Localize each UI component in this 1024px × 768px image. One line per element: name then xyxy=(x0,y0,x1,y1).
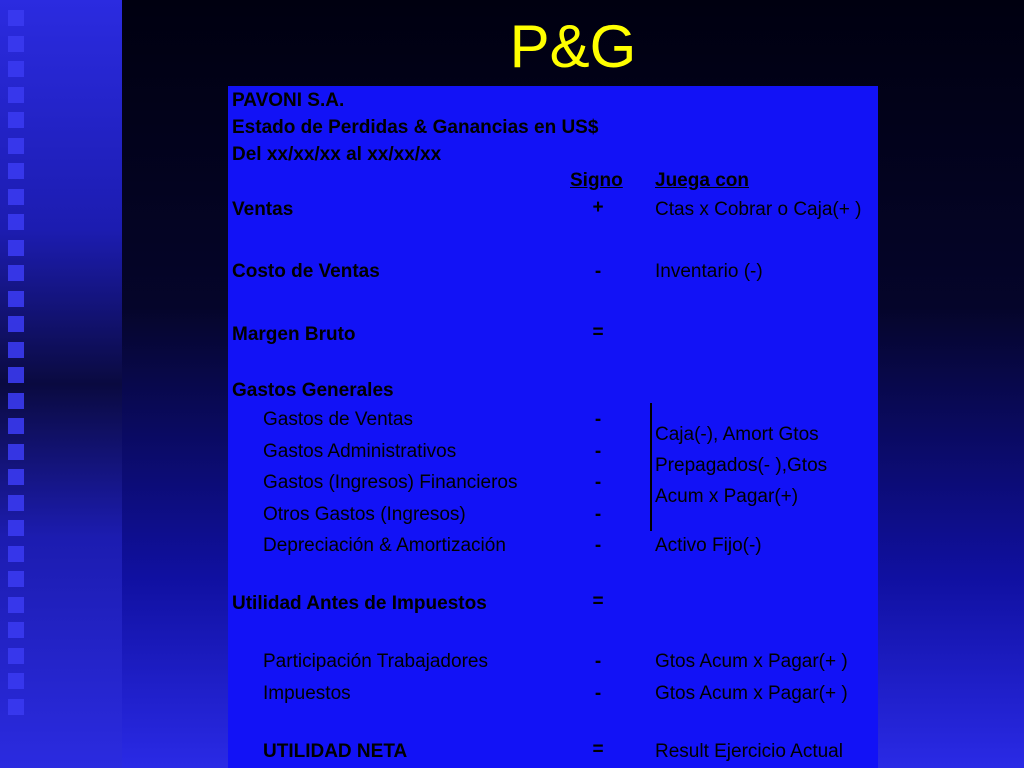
col-signo-header: Signo xyxy=(570,170,623,191)
gastos-bracket-line xyxy=(650,403,652,531)
slide-title: P&G xyxy=(509,13,637,80)
row-ventas-label: Ventas xyxy=(232,199,294,220)
gastos-juega-line-3: Acum x Pagar(+) xyxy=(655,486,799,507)
left-decor-strip xyxy=(0,0,122,768)
row-participacion-sign: - xyxy=(594,651,602,672)
row-depreciacion-juega: Activo Fijo(-) xyxy=(655,535,762,556)
row-otros-gastos-sign: - xyxy=(594,504,602,525)
row-impuestos-label: Impuestos xyxy=(263,683,351,704)
row-margen-label: Margen Bruto xyxy=(232,324,356,345)
row-otros-gastos-label: Otros Gastos (Ingresos) xyxy=(263,504,466,525)
statement-title: Estado de Perdidas & Ganancias en US$ xyxy=(232,117,599,138)
row-gastos-ventas-label: Gastos de Ventas xyxy=(263,409,413,430)
row-depreciacion-label: Depreciación & Amortización xyxy=(263,535,506,556)
row-neta-sign: = xyxy=(592,739,604,760)
row-impuestos-juega: Gtos Acum x Pagar(+ ) xyxy=(655,683,848,704)
row-gastos-generales-label: Gastos Generales xyxy=(232,380,394,401)
col-juega-header: Juega con xyxy=(655,170,749,191)
row-depreciacion-sign: - xyxy=(594,535,602,556)
gastos-juega-line-2: Prepagados(- ),Gtos xyxy=(655,455,828,476)
row-ventas-juega: Ctas x Cobrar o Caja(+ ) xyxy=(655,199,862,220)
row-gastos-fin-sign: - xyxy=(594,472,602,493)
company-name: PAVONI S.A. xyxy=(232,90,345,111)
row-gastos-fin-label: Gastos (Ingresos) Financieros xyxy=(263,472,518,493)
row-gastos-admin-label: Gastos Administrativos xyxy=(263,441,457,462)
row-ventas-sign: + xyxy=(592,197,604,218)
row-impuestos-sign: - xyxy=(594,683,602,704)
row-costo-juega: Inventario (-) xyxy=(655,261,763,282)
row-gastos-admin-sign: - xyxy=(594,441,602,462)
row-costo-label: Costo de Ventas xyxy=(232,261,380,282)
decor-squares xyxy=(8,10,26,724)
row-participacion-label: Participación Trabajadores xyxy=(263,651,488,672)
row-uai-label: Utilidad Antes de Impuestos xyxy=(232,593,487,614)
row-uai-sign: = xyxy=(592,591,604,612)
statement-period: Del xx/xx/xx al xx/xx/xx xyxy=(232,144,442,165)
row-neta-label: UTILIDAD NETA xyxy=(263,741,408,762)
gastos-juega-line-1: Caja(-), Amort Gtos xyxy=(655,424,819,445)
income-statement-panel xyxy=(228,86,878,768)
row-gastos-ventas-sign: - xyxy=(594,409,602,430)
row-participacion-juega: Gtos Acum x Pagar(+ ) xyxy=(655,651,848,672)
row-margen-sign: = xyxy=(592,322,604,343)
row-neta-juega: Result Ejercicio Actual xyxy=(655,741,843,762)
row-costo-sign: - xyxy=(594,261,602,282)
